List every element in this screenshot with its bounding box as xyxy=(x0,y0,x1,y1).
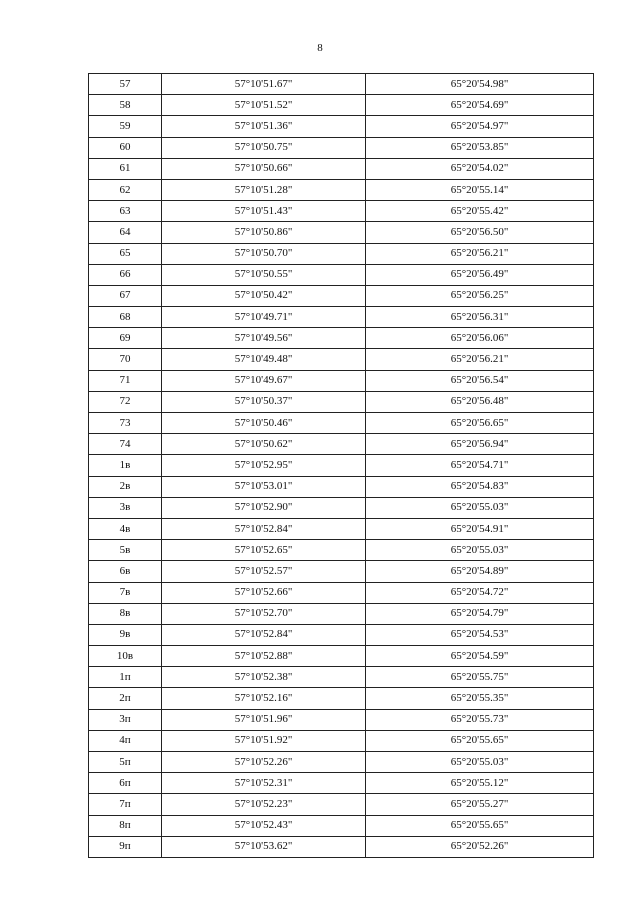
point-number-cell: 65 xyxy=(89,243,162,264)
latitude-cell: 57°10'52.31" xyxy=(162,773,366,794)
point-number-cell: 67 xyxy=(89,285,162,306)
longitude-cell: 65°20'56.21" xyxy=(366,243,594,264)
page-number: 8 xyxy=(317,42,323,54)
longitude-cell: 65°20'54.53" xyxy=(366,624,594,645)
table-row xyxy=(89,413,594,434)
table-row xyxy=(89,709,594,730)
longitude-cell: 65°20'54.79" xyxy=(366,603,594,624)
point-number-cell: 68 xyxy=(89,307,162,328)
longitude-cell: 65°20'55.73" xyxy=(366,709,594,730)
longitude-cell: 65°20'54.71" xyxy=(366,455,594,476)
longitude-cell: 65°20'56.49" xyxy=(366,264,594,285)
table-row xyxy=(89,74,594,95)
longitude-cell: 65°20'54.72" xyxy=(366,582,594,603)
longitude-cell: 65°20'55.35" xyxy=(366,688,594,709)
table-row xyxy=(89,116,594,137)
latitude-cell: 57°10'50.42" xyxy=(162,285,366,306)
point-number-cell: 70 xyxy=(89,349,162,370)
longitude-cell: 65°20'55.14" xyxy=(366,179,594,200)
point-number-cell: 62 xyxy=(89,179,162,200)
longitude-cell: 65°20'56.48" xyxy=(366,391,594,412)
longitude-cell: 65°20'55.03" xyxy=(366,497,594,518)
longitude-cell: 65°20'54.83" xyxy=(366,476,594,497)
table-row xyxy=(89,158,594,179)
point-number-cell: 74 xyxy=(89,434,162,455)
latitude-cell: 57°10'52.84" xyxy=(162,624,366,645)
latitude-cell: 57°10'50.62" xyxy=(162,434,366,455)
table-row xyxy=(89,222,594,243)
point-number-cell: 72 xyxy=(89,391,162,412)
latitude-cell: 57°10'52.70" xyxy=(162,603,366,624)
table-row xyxy=(89,307,594,328)
latitude-cell: 57°10'52.88" xyxy=(162,646,366,667)
point-number-cell: 10в xyxy=(89,646,162,667)
table-row xyxy=(89,582,594,603)
latitude-cell: 57°10'52.16" xyxy=(162,688,366,709)
latitude-cell: 57°10'50.75" xyxy=(162,137,366,158)
table-row xyxy=(89,95,594,116)
table-row xyxy=(89,561,594,582)
longitude-cell: 65°20'55.03" xyxy=(366,540,594,561)
longitude-cell: 65°20'53.85" xyxy=(366,137,594,158)
table-row xyxy=(89,243,594,264)
latitude-cell: 57°10'51.28" xyxy=(162,179,366,200)
latitude-cell: 57°10'51.36" xyxy=(162,116,366,137)
longitude-cell: 65°20'52.26" xyxy=(366,836,594,857)
table-row xyxy=(89,285,594,306)
table-row xyxy=(89,179,594,200)
point-number-cell: 61 xyxy=(89,158,162,179)
table-row xyxy=(89,624,594,645)
latitude-cell: 57°10'53.01" xyxy=(162,476,366,497)
point-number-cell: 64 xyxy=(89,222,162,243)
table-row xyxy=(89,264,594,285)
point-number-cell: 8п xyxy=(89,815,162,836)
longitude-cell: 65°20'56.25" xyxy=(366,285,594,306)
latitude-cell: 57°10'51.67" xyxy=(162,74,366,95)
point-number-cell: 73 xyxy=(89,413,162,434)
latitude-cell: 57°10'51.96" xyxy=(162,709,366,730)
point-number-cell: 1в xyxy=(89,455,162,476)
table-row xyxy=(89,476,594,497)
longitude-cell: 65°20'55.65" xyxy=(366,815,594,836)
longitude-cell: 65°20'55.12" xyxy=(366,773,594,794)
point-number-cell: 59 xyxy=(89,116,162,137)
table-row xyxy=(89,540,594,561)
latitude-cell: 57°10'50.66" xyxy=(162,158,366,179)
table-row xyxy=(89,201,594,222)
point-number-cell: 9п xyxy=(89,836,162,857)
table-row xyxy=(89,603,594,624)
latitude-cell: 57°10'50.46" xyxy=(162,413,366,434)
latitude-cell: 57°10'52.38" xyxy=(162,667,366,688)
latitude-cell: 57°10'52.65" xyxy=(162,540,366,561)
point-number-cell: 5п xyxy=(89,752,162,773)
point-number-cell: 6в xyxy=(89,561,162,582)
latitude-cell: 57°10'53.62" xyxy=(162,836,366,857)
table-row xyxy=(89,137,594,158)
table-row xyxy=(89,370,594,391)
point-number-cell: 2п xyxy=(89,688,162,709)
latitude-cell: 57°10'52.95" xyxy=(162,455,366,476)
point-number-cell: 57 xyxy=(89,74,162,95)
latitude-cell: 57°10'51.43" xyxy=(162,201,366,222)
point-number-cell: 8в xyxy=(89,603,162,624)
longitude-cell: 65°20'54.98" xyxy=(366,74,594,95)
table-row xyxy=(89,455,594,476)
longitude-cell: 65°20'56.31" xyxy=(366,307,594,328)
longitude-cell: 65°20'54.02" xyxy=(366,158,594,179)
point-number-cell: 3п xyxy=(89,709,162,730)
latitude-cell: 57°10'51.92" xyxy=(162,730,366,751)
point-number-cell: 2в xyxy=(89,476,162,497)
longitude-cell: 65°20'56.94" xyxy=(366,434,594,455)
table-row xyxy=(89,752,594,773)
point-number-cell: 66 xyxy=(89,264,162,285)
longitude-cell: 65°20'54.91" xyxy=(366,518,594,539)
table-row xyxy=(89,730,594,751)
longitude-cell: 65°20'54.59" xyxy=(366,646,594,667)
latitude-cell: 57°10'49.48" xyxy=(162,349,366,370)
point-number-cell: 6п xyxy=(89,773,162,794)
point-number-cell: 9в xyxy=(89,624,162,645)
longitude-cell: 65°20'55.65" xyxy=(366,730,594,751)
longitude-cell: 65°20'54.89" xyxy=(366,561,594,582)
latitude-cell: 57°10'52.84" xyxy=(162,518,366,539)
point-number-cell: 63 xyxy=(89,201,162,222)
table-row xyxy=(89,328,594,349)
longitude-cell: 65°20'56.54" xyxy=(366,370,594,391)
longitude-cell: 65°20'54.97" xyxy=(366,116,594,137)
latitude-cell: 57°10'52.26" xyxy=(162,752,366,773)
latitude-cell: 57°10'51.52" xyxy=(162,95,366,116)
longitude-cell: 65°20'56.65" xyxy=(366,413,594,434)
latitude-cell: 57°10'52.57" xyxy=(162,561,366,582)
latitude-cell: 57°10'52.23" xyxy=(162,794,366,815)
point-number-cell: 3в xyxy=(89,497,162,518)
table-row xyxy=(89,646,594,667)
coordinates-table-body xyxy=(89,74,594,858)
table-row xyxy=(89,391,594,412)
table-row xyxy=(89,836,594,857)
latitude-cell: 57°10'52.90" xyxy=(162,497,366,518)
latitude-cell: 57°10'49.56" xyxy=(162,328,366,349)
latitude-cell: 57°10'50.86" xyxy=(162,222,366,243)
point-number-cell: 7в xyxy=(89,582,162,603)
point-number-cell: 1п xyxy=(89,667,162,688)
table-row xyxy=(89,349,594,370)
longitude-cell: 65°20'56.06" xyxy=(366,328,594,349)
latitude-cell: 57°10'50.37" xyxy=(162,391,366,412)
longitude-cell: 65°20'55.42" xyxy=(366,201,594,222)
latitude-cell: 57°10'49.71" xyxy=(162,307,366,328)
table-row xyxy=(89,815,594,836)
point-number-cell: 4в xyxy=(89,518,162,539)
point-number-cell: 60 xyxy=(89,137,162,158)
point-number-cell: 69 xyxy=(89,328,162,349)
longitude-cell: 65°20'56.21" xyxy=(366,349,594,370)
longitude-cell: 65°20'56.50" xyxy=(366,222,594,243)
latitude-cell: 57°10'49.67" xyxy=(162,370,366,391)
longitude-cell: 65°20'55.03" xyxy=(366,752,594,773)
latitude-cell: 57°10'50.70" xyxy=(162,243,366,264)
point-number-cell: 71 xyxy=(89,370,162,391)
table-row xyxy=(89,794,594,815)
longitude-cell: 65°20'55.27" xyxy=(366,794,594,815)
table-row xyxy=(89,773,594,794)
point-number-cell: 7п xyxy=(89,794,162,815)
point-number-cell: 58 xyxy=(89,95,162,116)
table-row xyxy=(89,434,594,455)
point-number-cell: 5в xyxy=(89,540,162,561)
longitude-cell: 65°20'55.75" xyxy=(366,667,594,688)
coordinates-table xyxy=(88,73,594,858)
table-row xyxy=(89,688,594,709)
latitude-cell: 57°10'52.66" xyxy=(162,582,366,603)
latitude-cell: 57°10'50.55" xyxy=(162,264,366,285)
table-row xyxy=(89,518,594,539)
longitude-cell: 65°20'54.69" xyxy=(366,95,594,116)
table-row xyxy=(89,667,594,688)
latitude-cell: 57°10'52.43" xyxy=(162,815,366,836)
table-row xyxy=(89,497,594,518)
point-number-cell: 4п xyxy=(89,730,162,751)
